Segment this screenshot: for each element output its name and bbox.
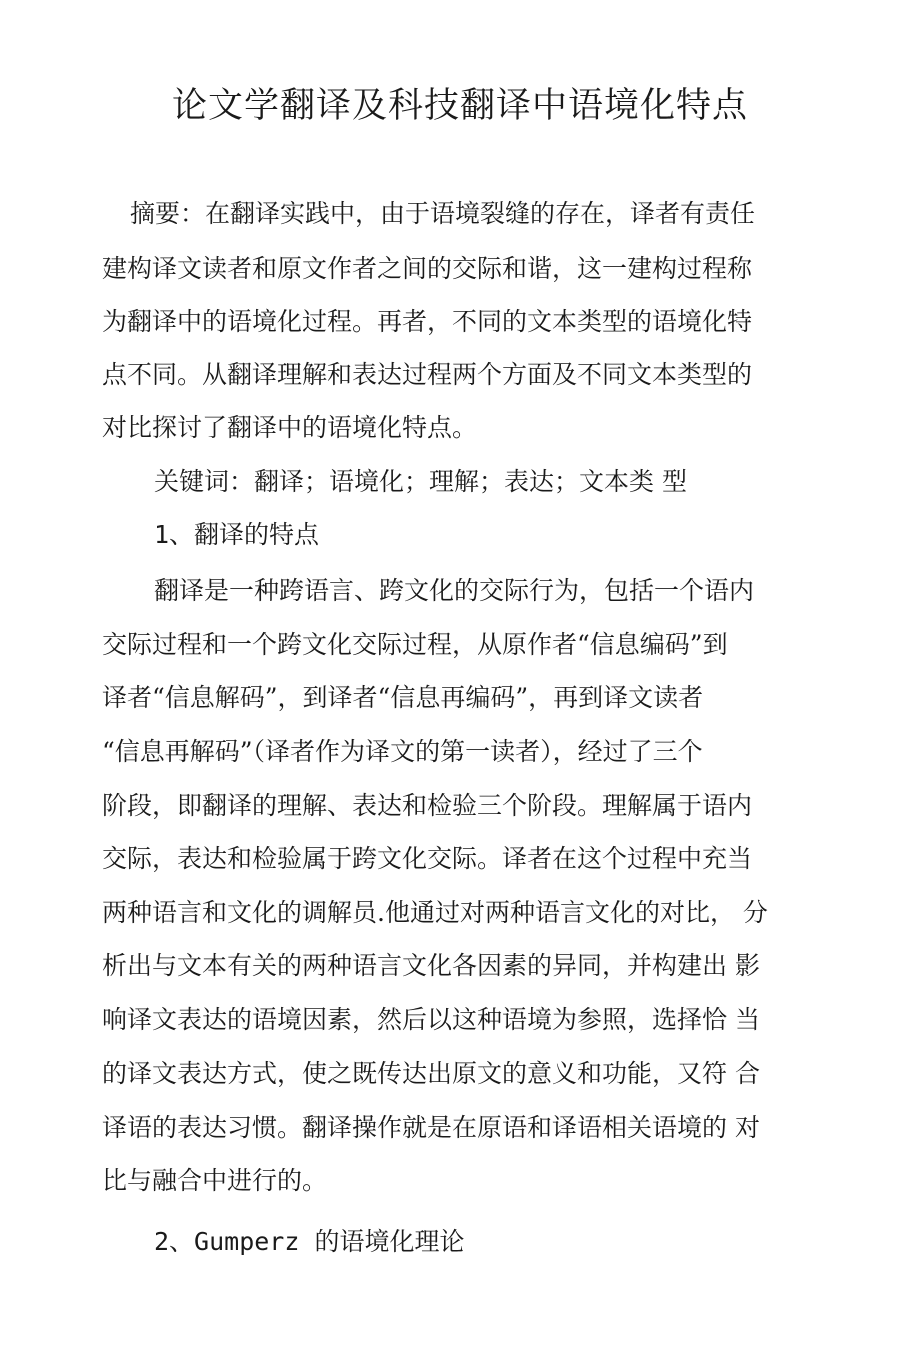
keywords-line: 关键词：翻译；语境化；理解；表达；文本类 型 [154, 467, 687, 496]
body-line: 阶段，即翻译的理解、表达和检验三个阶段。理解属于语内 [102, 791, 753, 820]
body-line: 译者“信息解码”，到译者“信息再编码”，再到译文读者 [102, 683, 704, 712]
section-heading-2: 2、Gumperz 的语境化理论 [154, 1227, 465, 1256]
body-line: 翻译是一种跨语言、跨文化的交际行为，包括一个语内 [154, 576, 755, 605]
section-heading-1: 1、翻译的特点 [154, 520, 320, 549]
document-title: 论文学翻译及科技翻译中语境化特点 [171, 86, 748, 126]
abstract-line: 建构译文读者和原文作者之间的交际和谐，这一建构过程称 [102, 254, 753, 283]
body-line: 交际，表达和检验属于跨文化交际。译者在这个过程中充当 [102, 844, 753, 873]
abstract-line: 对比探讨了翻译中的语境化特点。 [102, 413, 478, 442]
body-line: 响译文表达的语境因素，然后以这种语境为参照，选择恰 当 [102, 1005, 760, 1034]
abstract-line: 为翻译中的语境化过程。再者，不同的文本类型的语境化特 [102, 307, 753, 336]
body-line: 比与融合中进行的。 [102, 1166, 328, 1195]
abstract-line: 摘要：在翻译实践中，由于语境裂缝的存在，译者有责任 [130, 199, 756, 228]
body-line: 析出与文本有关的两种语言文化各因素的异同，并构建出 影 [102, 951, 760, 980]
body-line: 两种语言和文化的调解员.他通过对两种语言文化的对比， 分 [102, 898, 768, 927]
body-line: 的译文表达方式，使之既传达出原文的意义和功能，又符 合 [102, 1059, 760, 1088]
body-line: 交际过程和一个跨文化交际过程，从原作者“信息编码”到 [102, 630, 728, 659]
body-line: “信息再解码”（译者作为译文的第一读者），经过了三个 [102, 737, 703, 766]
body-line: 译语的表达习惯。翻译操作就是在原语和译语相关语境的 对 [102, 1113, 760, 1142]
abstract-line: 点不同。从翻译理解和表达过程两个方面及不同文本类型的 [102, 360, 753, 389]
